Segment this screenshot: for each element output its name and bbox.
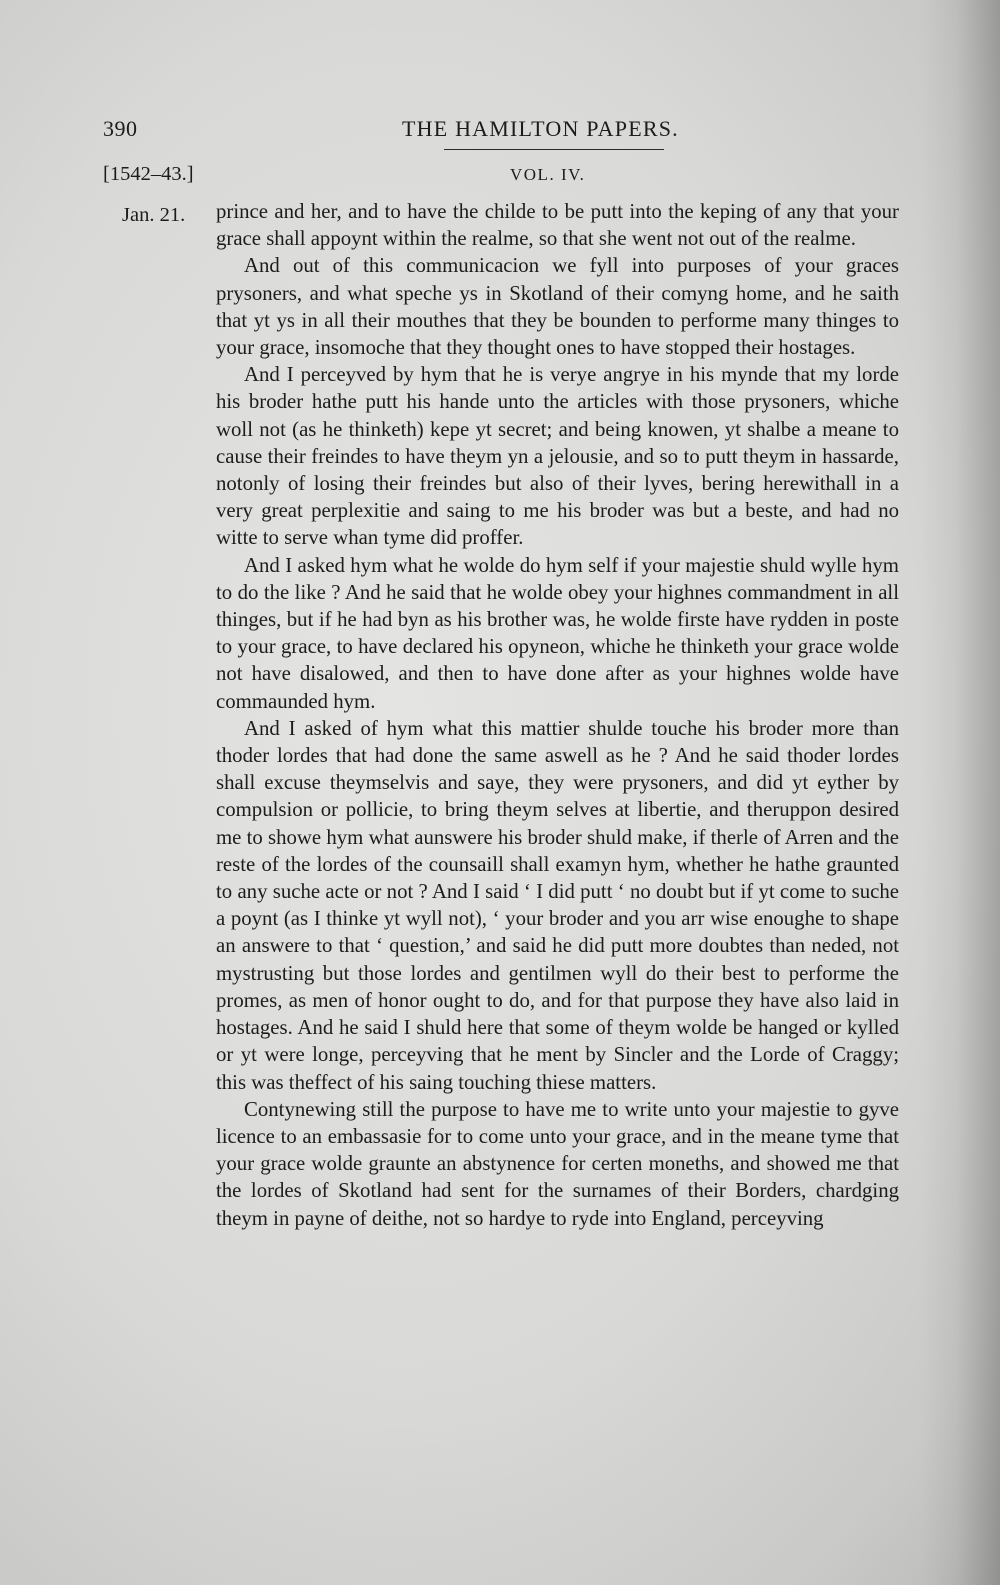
paragraph-5: And I asked of hym what this mattier shulde touche his broder more than thoder lordes that had done the same aswell as he ? And he said thoder lordes shall excuse theymselvis and saye, they were prysoners, and did yt eyther by compulsion or pollicie, to bring theym selves at libertie, and theruppon desired me to showe hym what aunswere his broder shuld make, if therle of Arren and the reste of the lordes of the counsaill shall examyn hym, whether he hathe graunted to any suche acte or not ? And I said ‘ I did putt ‘ no doubt but if yt come to suche a poynt (as I thinke yt wyll not), ‘ your broder and you arr wise enoughe to shape an answere to that ‘ question,’ and said he did putt more doubtes than neded, not mystrusting but those lordes and gentilmen wyll do their best to performe the promes, as men of honor ought to do, and for that purpose they have also laid in hostages. And he said I shuld here that some of theym wolde be hanged or kylled or yt were longe, perceyving that he ment by Sincler and the Lorde of Craggy; this was theffect of his saing touching thiese matters.	[216, 716, 899, 1094]
running-title: THE HAMILTON PAPERS.	[402, 116, 679, 141]
page-edge-shadow	[920, 0, 1000, 1585]
header-rule	[444, 149, 664, 150]
paragraph-1: prince and her, and to have the childe to be putt into the keping of any that your grace shall appoynt within the realme, so that she went not out of the realme.	[216, 200, 899, 251]
date-range: [1542–43.]	[103, 163, 194, 185]
paragraph-2: And out of this communicacion we fyll into purposes of your graces prysoners, and what speche ys in Skotland of their comyng home, and he saith that yt ys in all their mouthes that they be bounden to performe many thinges to your grace, insomoche that they thought ones to have stopped their hostages.	[216, 254, 899, 360]
paragraph-6: Contynewing still the purpose to have me to write unto your majestie to gyve licence to an embassasie for to come unto your grace, and in the meane tyme that your grace wolde graunte an abstynence for certen moneths, and showed me that the lordes of Skotland had sent for the surnames of their Borders, chardging theym in payne of deithe, not so hardye to ryde into England, perceyving	[216, 1097, 899, 1230]
paragraph-4: And I asked hym what he wolde do hym self if your majestie shuld wylle hym to do the like ? And he said that he wolde obey your highnes commandment in all thinges, but if he had byn as his brother was, he wolde firste have rydden in poste to your grace, to have declared his opyneon, whiche he thinketh your grace wolde not have disalowed, and then to have done after as your highnes wolde have commaunded hym.	[216, 553, 899, 713]
margin-date: Jan. 21.	[122, 204, 186, 226]
body-text	[216, 198, 899, 1232]
volume-label: VOL. IV.	[510, 165, 586, 184]
page-number: 390	[103, 116, 138, 141]
paragraph-3: And I perceyved by hym that he is verye angrye in his mynde that my lorde his broder hathe putt his hande unto the articles with those prysoners, whiche woll not (as he thinketh) kepe yt secret; and being knowen, yt shalbe a meane to cause their freindes to have theym yn a jelousie, and so to putt theym in hassarde, notonly of losing their freindes but also of their lyves, bering herewithall in a very great perplexitie and saing to me his broder was but a beste, and had no witte to serve whan tyme did proffer.	[216, 363, 899, 550]
